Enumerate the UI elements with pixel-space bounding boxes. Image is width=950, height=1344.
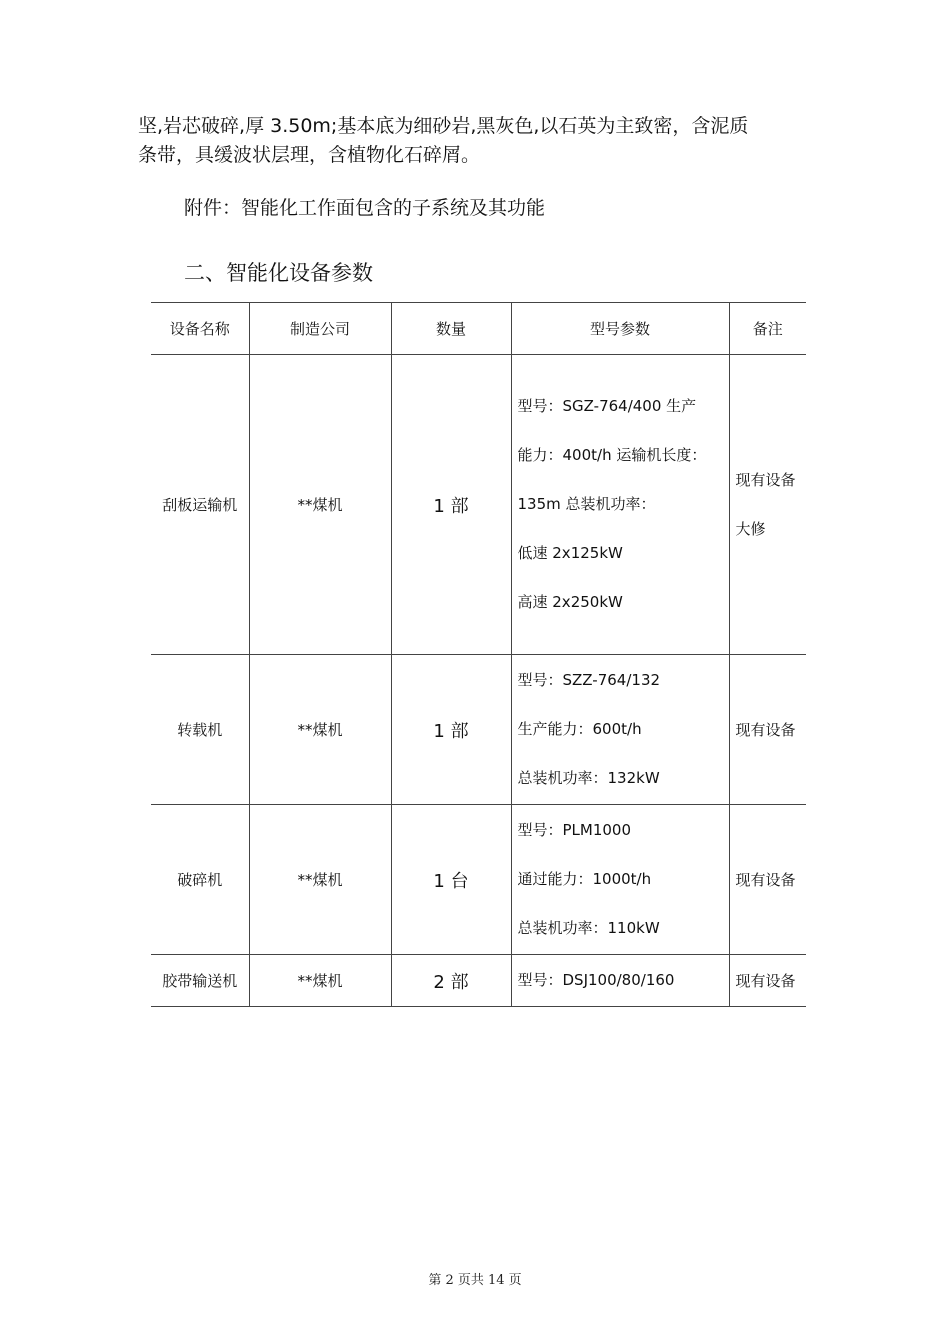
header-equipment-name: 设备名称 (151, 303, 249, 355)
manufacturer: **煤机 (249, 655, 391, 805)
remark-line: 现有设备 (735, 470, 796, 489)
model-params (511, 955, 729, 1007)
manufacturer: **煤机 (249, 805, 391, 955)
table-header-row (151, 303, 806, 355)
model-line: 135m 总装机功率： (517, 495, 656, 513)
equipment-name: 刮板运输机 (151, 355, 249, 655)
header-remarks: 备注 (729, 303, 806, 355)
remarks: 现有设备 (729, 655, 806, 805)
model-params (511, 355, 729, 655)
equipment-table (151, 302, 806, 1007)
quantity: 2 部 (391, 955, 511, 1007)
table-row (151, 805, 806, 955)
model-line: 高速 2x250kW (517, 593, 623, 611)
equipment-name: 转载机 (151, 655, 249, 805)
attachment-note: 附件：智能化工作面包含的子系统及其功能 (184, 197, 546, 219)
model-line: 总装机功率：132kW (517, 769, 660, 787)
model-line: 生产能力：600t/h (517, 720, 642, 738)
intro-paragraph-line-1: 坚,岩芯破碎,厚 3.50m;基本底为细砂岩,黑灰色,以石英为主致密，含泥质 (138, 115, 749, 137)
equipment-name: 破碎机 (151, 805, 249, 955)
remark-line: 大修 (735, 519, 766, 538)
section-title: 二、智能化设备参数 (184, 261, 373, 285)
intro-paragraph-line-2: 条带，具缓波状层理，含植物化石碎屑。 (138, 144, 481, 166)
quantity: 1 部 (391, 655, 511, 805)
table-row (151, 655, 806, 805)
model-params (511, 805, 729, 955)
page-footer: 第 2 页共 14 页 (428, 1273, 522, 1288)
model-line: 能力：400t/h 运输机长度： (517, 446, 707, 464)
model-line: 通过能力：1000t/h (517, 870, 652, 888)
remarks (729, 355, 806, 655)
table-row (151, 355, 806, 655)
manufacturer: **煤机 (249, 355, 391, 655)
header-model-params: 型号参数 (511, 303, 729, 355)
model-line: 型号：PLM1000 (517, 821, 632, 839)
model-params (511, 655, 729, 805)
quantity: 1 台 (391, 805, 511, 955)
header-manufacturer: 制造公司 (249, 303, 391, 355)
remarks: 现有设备 (729, 805, 806, 955)
model-line: 型号：SZZ-764/132 (517, 671, 661, 689)
model-line: 型号：SGZ-764/400 生产 (517, 397, 697, 415)
table-row (151, 955, 806, 1007)
model-line: 型号：DSJ100/80/160 (517, 971, 675, 989)
quantity: 1 部 (391, 355, 511, 655)
remarks: 现有设备 (729, 955, 806, 1007)
model-line: 低速 2x125kW (517, 544, 623, 562)
manufacturer: **煤机 (249, 955, 391, 1007)
model-line: 总装机功率：110kW (517, 919, 660, 937)
equipment-name: 胶带输送机 (151, 955, 249, 1007)
header-quantity: 数量 (391, 303, 511, 355)
